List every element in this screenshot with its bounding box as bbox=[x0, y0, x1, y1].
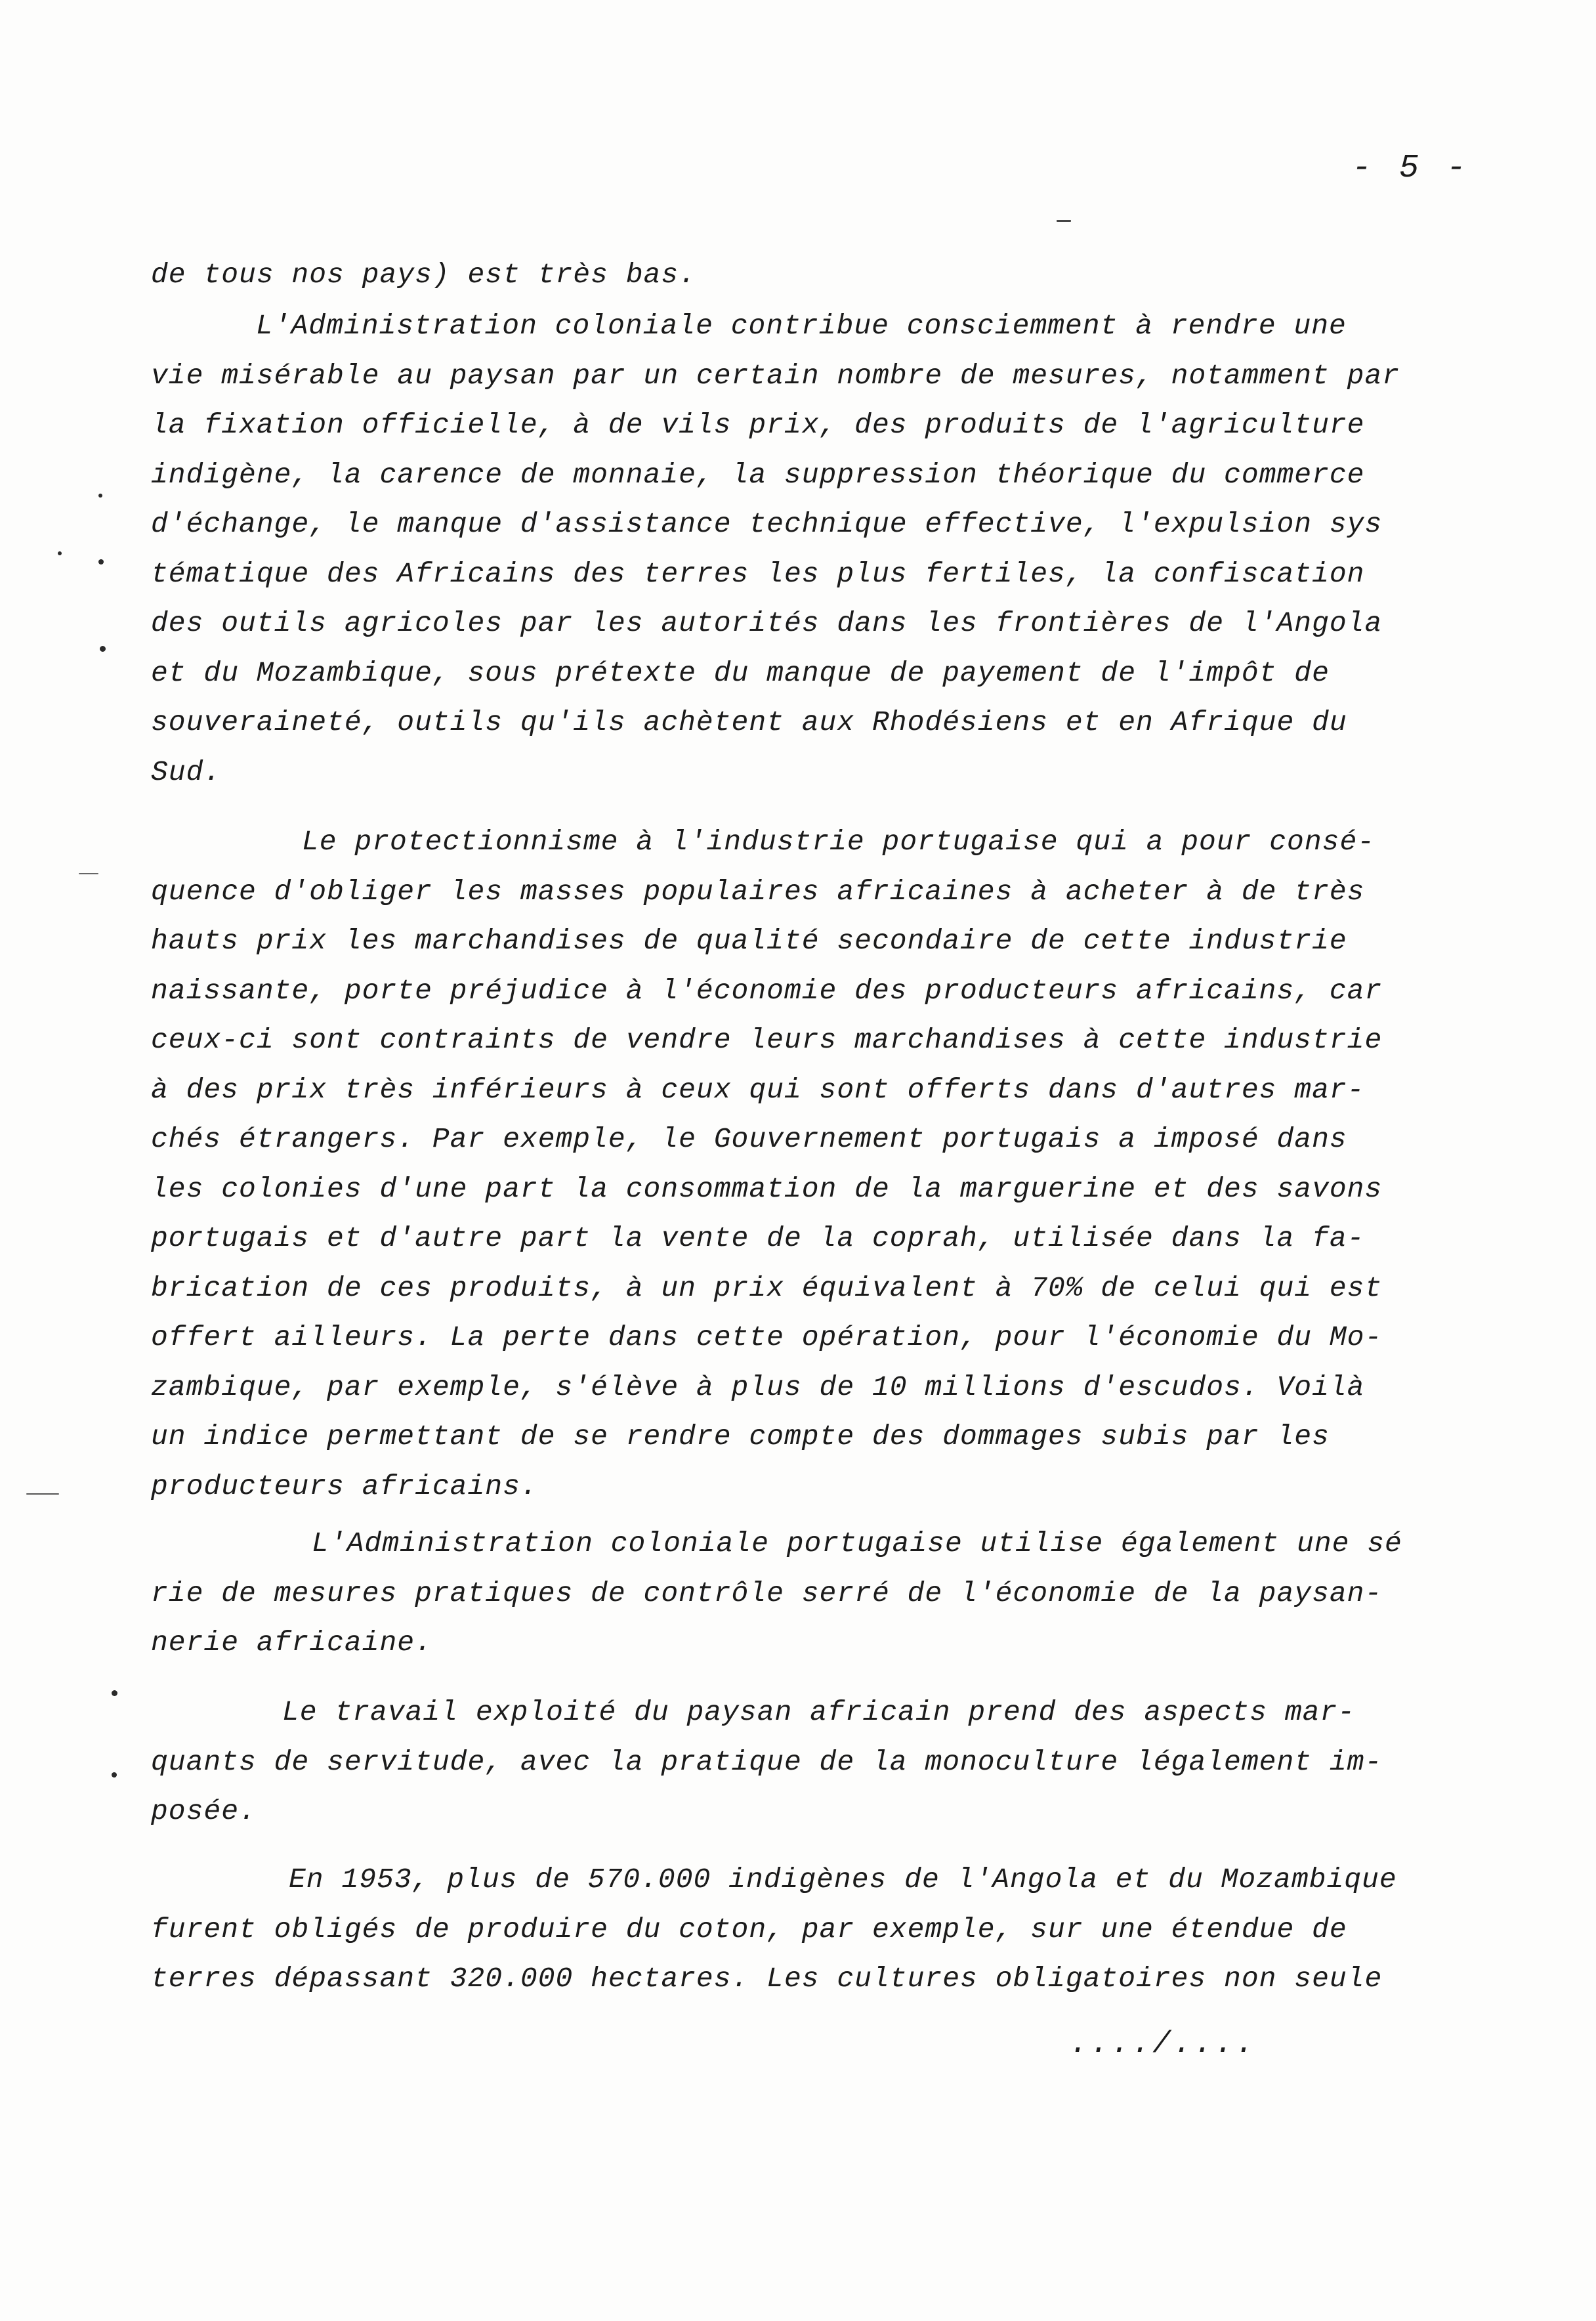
paragraph-3 bbox=[151, 817, 1555, 1511]
scan-mark bbox=[26, 1493, 59, 1495]
text-line: nerie africaine. bbox=[151, 1627, 432, 1659]
paragraph-5 bbox=[151, 1688, 1555, 1837]
paragraph-2 bbox=[151, 301, 1555, 797]
text-line: souveraineté, outils qu'ils achètent aux Rhodésiens et en Afrique du bbox=[151, 706, 1347, 738]
text-line: ceux-ci sont contraints de vendre leurs marchandises à cette industrie bbox=[151, 1024, 1383, 1056]
page-number: - 5 - bbox=[1352, 150, 1471, 187]
text-line: tématique des Africains des terres les plus fertiles, la confiscation bbox=[151, 557, 1365, 590]
text-line-part: d'échange, le manque d'assistance technique effective, l'expulsion sys bbox=[151, 508, 1383, 540]
text-line: la fixation officielle, à de vils prix, des produits de l'agriculture bbox=[151, 409, 1365, 441]
text-line: les colonies d'une part la consommation de la marguerine et des savons bbox=[151, 1172, 1383, 1205]
scan-speck bbox=[112, 1690, 117, 1696]
text-line: producteurs africains. bbox=[151, 1470, 538, 1502]
text-line: En 1953, plus de 570.000 indigènes de l'Angola et du Mozambique bbox=[289, 1863, 1397, 1896]
scan-speck bbox=[112, 1772, 117, 1778]
text-line: quence d'obliger les masses populaires africaines à acheter à de très bbox=[151, 875, 1365, 908]
scan-mark bbox=[1057, 220, 1071, 222]
text-line: Le protectionnisme à l'industrie portugaise qui a pour consé- bbox=[302, 826, 1376, 858]
text-line: indigène, la carence de monnaie, la suppression théorique du commerce bbox=[151, 458, 1365, 491]
text-line: des outils agricoles par les autorités dans les frontières de l'Angola bbox=[151, 607, 1383, 639]
text-line bbox=[151, 500, 1555, 549]
scan-mark bbox=[79, 873, 98, 874]
text-line: furent obligés de produire du coton, par exemple, sur une étendue de bbox=[151, 1913, 1347, 1946]
text-line: chés étrangers. Par exemple, le Gouvernement portugais a imposé dans bbox=[151, 1123, 1347, 1155]
text-line: rie de mesures pratiques de contrôle serré de l'économie de la paysan- bbox=[151, 1577, 1383, 1609]
text-line: de tous nos pays) est très bas. bbox=[151, 259, 696, 291]
scan-speck bbox=[98, 559, 104, 564]
scan-speck bbox=[58, 551, 62, 555]
scan-speck bbox=[98, 494, 102, 498]
text-line: offert ailleurs. La perte dans cette opération, pour l'économie du Mo- bbox=[151, 1321, 1383, 1353]
paragraph-4 bbox=[151, 1519, 1555, 1668]
text-line: posée. bbox=[151, 1795, 257, 1827]
text-line: vie misérable au paysan par un certain nombre de mesures, notamment par bbox=[151, 359, 1400, 392]
text-line: quants de servitude, avec la pratique de la monoculture légalement im- bbox=[151, 1745, 1383, 1778]
text-line: et du Mozambique, sous prétexte du manque de payement de l'impôt de bbox=[151, 656, 1330, 689]
text-line: naissante, porte préjudice à l'économie des producteurs africains, car bbox=[151, 974, 1383, 1007]
continuation-mark: ..../.... bbox=[1070, 2027, 1257, 2061]
text-line: L'Administration coloniale contribue consciemment à rendre une bbox=[256, 310, 1347, 342]
text-line: brication de ces produits, à un prix équivalent à 70% de celui qui est bbox=[151, 1271, 1383, 1304]
text-line: zambique, par exemple, s'élève à plus de 10 millions d'escudos. Voilà bbox=[151, 1371, 1365, 1403]
text-line: un indice permettant de se rendre compte des dommages subis par les bbox=[151, 1420, 1330, 1453]
text-line: portugais et d'autre part la vente de la coprah, utilisée dans la fa- bbox=[151, 1222, 1365, 1254]
scan-speck bbox=[100, 646, 106, 652]
text-line: L'Administration coloniale portugaise utilise également une sé bbox=[312, 1527, 1402, 1560]
text-line: terres dépassant 320.000 hectares. Les cultures obligatoires non seule bbox=[151, 1963, 1383, 1995]
text-line: hauts prix les marchandises de qualité secondaire de cette industrie bbox=[151, 925, 1347, 957]
text-line: à des prix très inférieurs à ceux qui sont offerts dans d'autres mar- bbox=[151, 1073, 1365, 1106]
paragraph-1 bbox=[151, 250, 1555, 300]
text-line: Le travail exploité du paysan africain prend des aspects mar- bbox=[282, 1696, 1356, 1728]
text-line: Sud. bbox=[151, 756, 222, 788]
paragraph-6 bbox=[151, 1855, 1555, 2004]
